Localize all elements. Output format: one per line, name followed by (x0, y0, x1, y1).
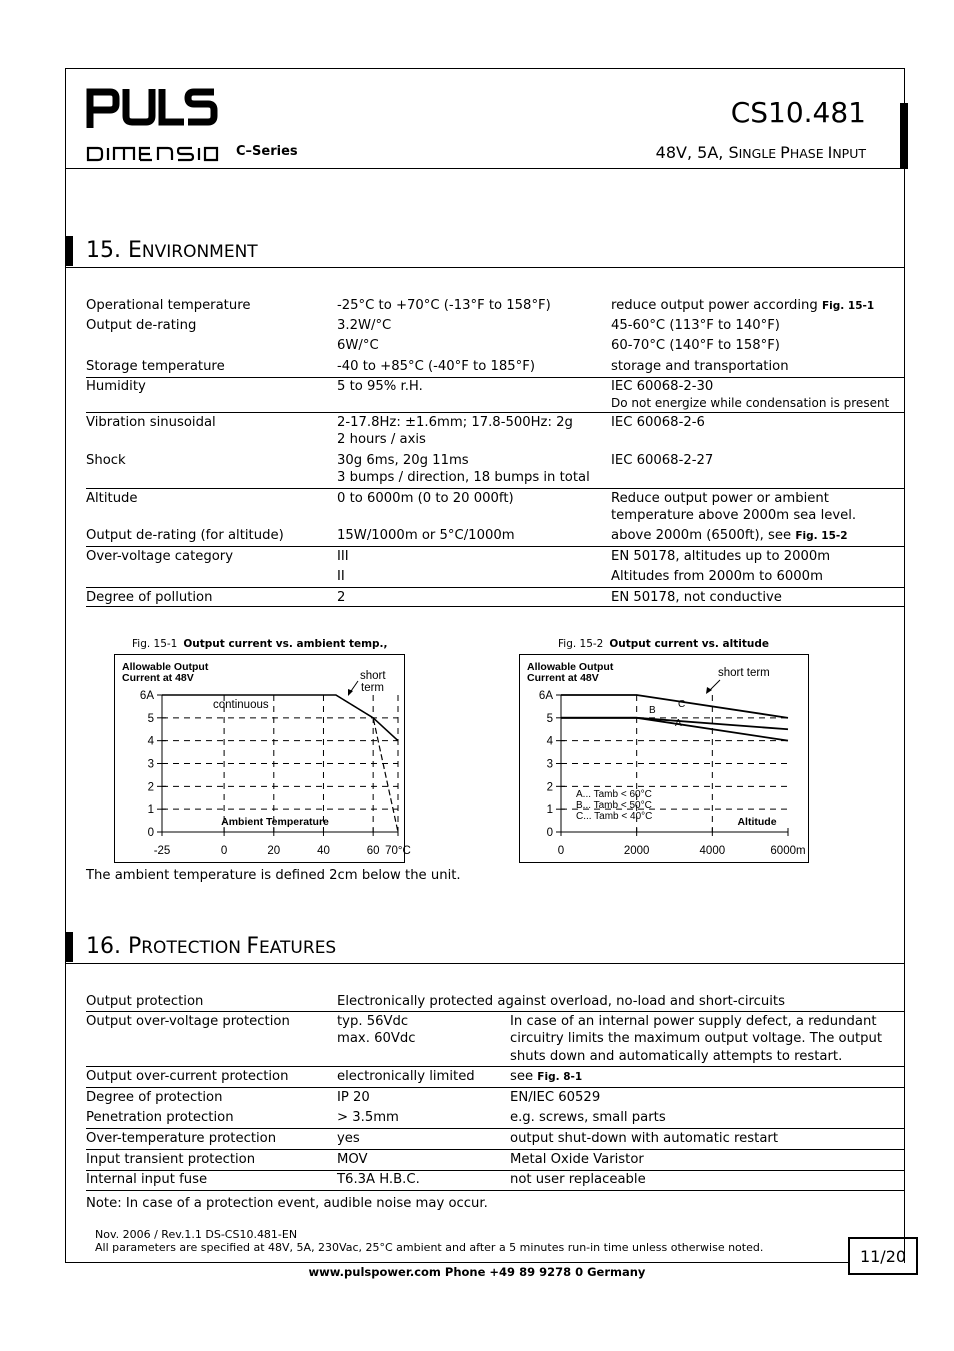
y-tick-label: 3 (546, 758, 553, 771)
ambient-note: The ambient temperature is defined 2cm below the unit. (86, 868, 461, 883)
x-tick-label: 4000 (699, 845, 726, 857)
y-tick-label: 3 (147, 758, 154, 771)
legend-b: B... Tamb < 50°C (576, 800, 652, 811)
y-tick-label: 2 (147, 781, 154, 794)
prot-note: Metal Oxide Varistor (510, 1152, 644, 1167)
env-note: Reduce output power or ambient (611, 491, 829, 506)
row-divider (86, 412, 904, 413)
footer-rule (65, 1262, 848, 1263)
env-label: Humidity (86, 379, 146, 394)
env-note: EN 50178, altitudes up to 2000m (611, 549, 831, 564)
prot-value: T6.3A H.B.C. (337, 1172, 420, 1187)
legend-c: C... Tamb < 40°C (576, 811, 653, 822)
prot-note: In case of an internal power supply defect, a redundant (510, 1014, 877, 1029)
env-value: 2-17.8Hz: ±1.6mm; 17.8-500Hz: 2g (337, 415, 573, 430)
prot-note: EN/IEC 60529 (510, 1090, 601, 1105)
chart-output-vs-temp (114, 654, 411, 863)
row-divider (86, 1087, 904, 1088)
row-divider (86, 546, 904, 547)
prot-label: Over-temperature protection (86, 1131, 277, 1146)
page-number: 11/20 (848, 1237, 918, 1275)
series-line-short-term (336, 695, 398, 832)
dimension-logo (86, 146, 220, 162)
env-value: 15W/1000m or 5°C/1000m (337, 528, 515, 543)
model-number: CS10.481 (730, 96, 866, 129)
prot-value: Electronically protected against overload, no-load and short-circuits (337, 994, 785, 1009)
annotation-continuous: continuous (213, 699, 269, 711)
prot-note: circuitry limits the maximum output voltage. The output (510, 1031, 883, 1046)
prot-label: Penetration protection (86, 1110, 234, 1125)
fig-15-2-caption: Fig. 15-2 Output current vs. altitude (558, 638, 769, 650)
env-label: Output de-rating (86, 318, 197, 333)
row-divider (86, 587, 904, 588)
doc-revision: Nov. 2006 / Rev.1.1 DS-CS10.481-EN (95, 1228, 298, 1241)
x-axis-label: Ambient Temperature (221, 816, 329, 828)
chart-1-svg (115, 655, 411, 864)
y-tick-label: 6A (538, 690, 553, 702)
y-tick-label: 4 (546, 735, 553, 748)
env-value: III (337, 549, 349, 564)
env-note: above 2000m (6500ft), see Fig. 15-2 (611, 528, 848, 543)
y-tick-label: 1 (546, 804, 553, 817)
annotation-short-term: short term (718, 667, 770, 679)
prot-note: e.g. screws, small parts (510, 1110, 666, 1125)
y-axis-label: Current at 48V (527, 672, 599, 684)
legend-a: A... Tamb < 60°C (576, 789, 652, 800)
y-tick-label: 0 (147, 827, 154, 839)
row-divider (86, 1190, 904, 1191)
env-note: 60-70°C (140°F to 158°F) (611, 338, 780, 353)
y-tick-label: 5 (147, 712, 154, 725)
env-note: reduce output power according Fig. 15-1 (611, 298, 875, 313)
prot-value: > 3.5mm (337, 1110, 399, 1125)
prot-label: Output protection (86, 994, 204, 1009)
env-note: 45-60°C (113°F to 140°F) (611, 318, 780, 333)
prot-label: Input transient protection (86, 1152, 256, 1167)
row-divider (86, 1128, 904, 1129)
y-axis-label: Allowable Output (122, 661, 209, 673)
prot-value: electronically limited (337, 1069, 475, 1084)
env-label: Over-voltage category (86, 549, 234, 564)
y-axis-label: Current at 48V (122, 672, 194, 684)
x-tick-label: 6000m (770, 845, 806, 857)
x-axis-label: Altitude (737, 816, 777, 828)
env-note: IEC 60068-2-30 (611, 379, 714, 394)
env-value: II (337, 569, 345, 584)
env-value: 2 (337, 590, 346, 605)
env-note: temperature above 2000m sea level. (611, 508, 857, 523)
fig-15-1-caption: Fig. 15-1 Output current vs. ambient temp., (132, 638, 388, 650)
y-tick-label: 1 (147, 804, 154, 817)
y-tick-label: 6A (139, 690, 154, 702)
y-tick-label: 2 (546, 781, 553, 794)
row-divider (86, 377, 904, 378)
prot-value: IP 20 (337, 1090, 370, 1105)
x-tick-label: 2000 (623, 845, 650, 857)
contact-line: www.pulspower.com Phone +49 89 9278 0 Germany (308, 1265, 646, 1279)
env-note: Altitudes from 2000m to 6000m (611, 569, 823, 584)
env-label: Shock (86, 453, 126, 468)
y-tick-label: 0 (546, 827, 553, 839)
y-tick-label: 4 (147, 735, 154, 748)
env-note: storage and transportation (611, 359, 789, 374)
env-note: IEC 60068-2-27 (611, 453, 714, 468)
prot-note: shuts down and automatically attempts to restart. (510, 1049, 843, 1064)
env-label: Output de-rating (for altitude) (86, 528, 284, 543)
product-subtitle: 48V, 5A, SINGLE PHASE INPUT (655, 143, 866, 162)
prot-note: output shut-down with automatic restart (510, 1131, 778, 1146)
env-value: 2 hours / axis (337, 432, 426, 447)
prot-label: Internal input fuse (86, 1172, 208, 1187)
prot-label: Output over-current protection (86, 1069, 289, 1084)
env-value: 30g 6ms, 20g 11ms (337, 453, 469, 468)
parameters-note: All parameters are specified at 48V, 5A, 230Vac, 25°C ambient and after a 5 minutes run-in time unless otherwise noted. (95, 1241, 764, 1254)
row-divider (86, 1066, 904, 1067)
chart-output-vs-altitude (519, 654, 809, 863)
x-tick-label: 0 (557, 845, 565, 857)
series-label-c: C (678, 699, 686, 710)
x-tick-label: 0 (220, 845, 228, 857)
annotation-arrowhead (706, 687, 712, 694)
env-value: 3 bumps / direction, 18 bumps in total (337, 470, 590, 485)
env-label: Storage temperature (86, 359, 225, 374)
annotation-term: term (361, 682, 384, 694)
env-value: -25°C to +70°C (-13°F to 158°F) (337, 298, 551, 313)
row-divider (86, 1149, 904, 1150)
row-divider (86, 1170, 904, 1171)
prot-value: max. 60Vdc (337, 1031, 416, 1046)
prot-value: yes (337, 1131, 360, 1146)
puls-logo (86, 86, 218, 128)
prot-note: not user replaceable (510, 1172, 646, 1187)
env-label: Vibration sinusoidal (86, 415, 216, 430)
x-tick-label: -25 (153, 845, 171, 857)
prot-label: Output over-voltage protection (86, 1014, 290, 1029)
section-15-rule (66, 267, 904, 268)
env-label: Operational temperature (86, 298, 251, 313)
env-label: Altitude (86, 491, 138, 506)
prot-value: typ. 56Vdc (337, 1014, 409, 1029)
row-divider (86, 606, 904, 607)
env-value: -40 to +85°C (-40°F to 185°F) (337, 359, 535, 374)
prot-note: see Fig. 8-1 (510, 1069, 583, 1084)
prot-value: MOV (337, 1152, 368, 1167)
series-line-C (561, 695, 788, 718)
chart-2-svg (520, 655, 810, 864)
series-label-a: A (675, 718, 682, 729)
series-label: C–Series (236, 144, 298, 159)
env-label: Degree of pollution (86, 590, 213, 605)
header-divider (65, 168, 905, 169)
x-tick-label: 60 (366, 845, 380, 857)
series-label-b: B (649, 705, 656, 716)
section-16-rule (66, 963, 904, 964)
annotation-short: short (360, 670, 386, 682)
env-note: EN 50178, not conductive (611, 590, 782, 605)
y-axis-label: Allowable Output (527, 661, 614, 673)
env-value: 3.2W/°C (337, 318, 392, 333)
y-tick-label: 5 (546, 712, 553, 725)
env-note-small: Do not energize while condensation is present (611, 396, 890, 410)
prot-label: Degree of protection (86, 1090, 223, 1105)
protection-note: Note: In case of a protection event, audible noise may occur. (86, 1196, 488, 1211)
env-value: 5 to 95% r.H. (337, 379, 423, 394)
x-tick-label: 70°C (385, 845, 411, 857)
x-tick-label: 40 (317, 845, 330, 857)
env-value: 6W/°C (337, 338, 379, 353)
row-divider (86, 1011, 904, 1012)
row-divider (86, 488, 904, 489)
env-note: IEC 60068-2-6 (611, 415, 705, 430)
x-tick-label: 20 (267, 845, 281, 857)
env-value: 0 to 6000m (0 to 20 000ft) (337, 491, 514, 506)
header-side-bar (900, 103, 908, 169)
